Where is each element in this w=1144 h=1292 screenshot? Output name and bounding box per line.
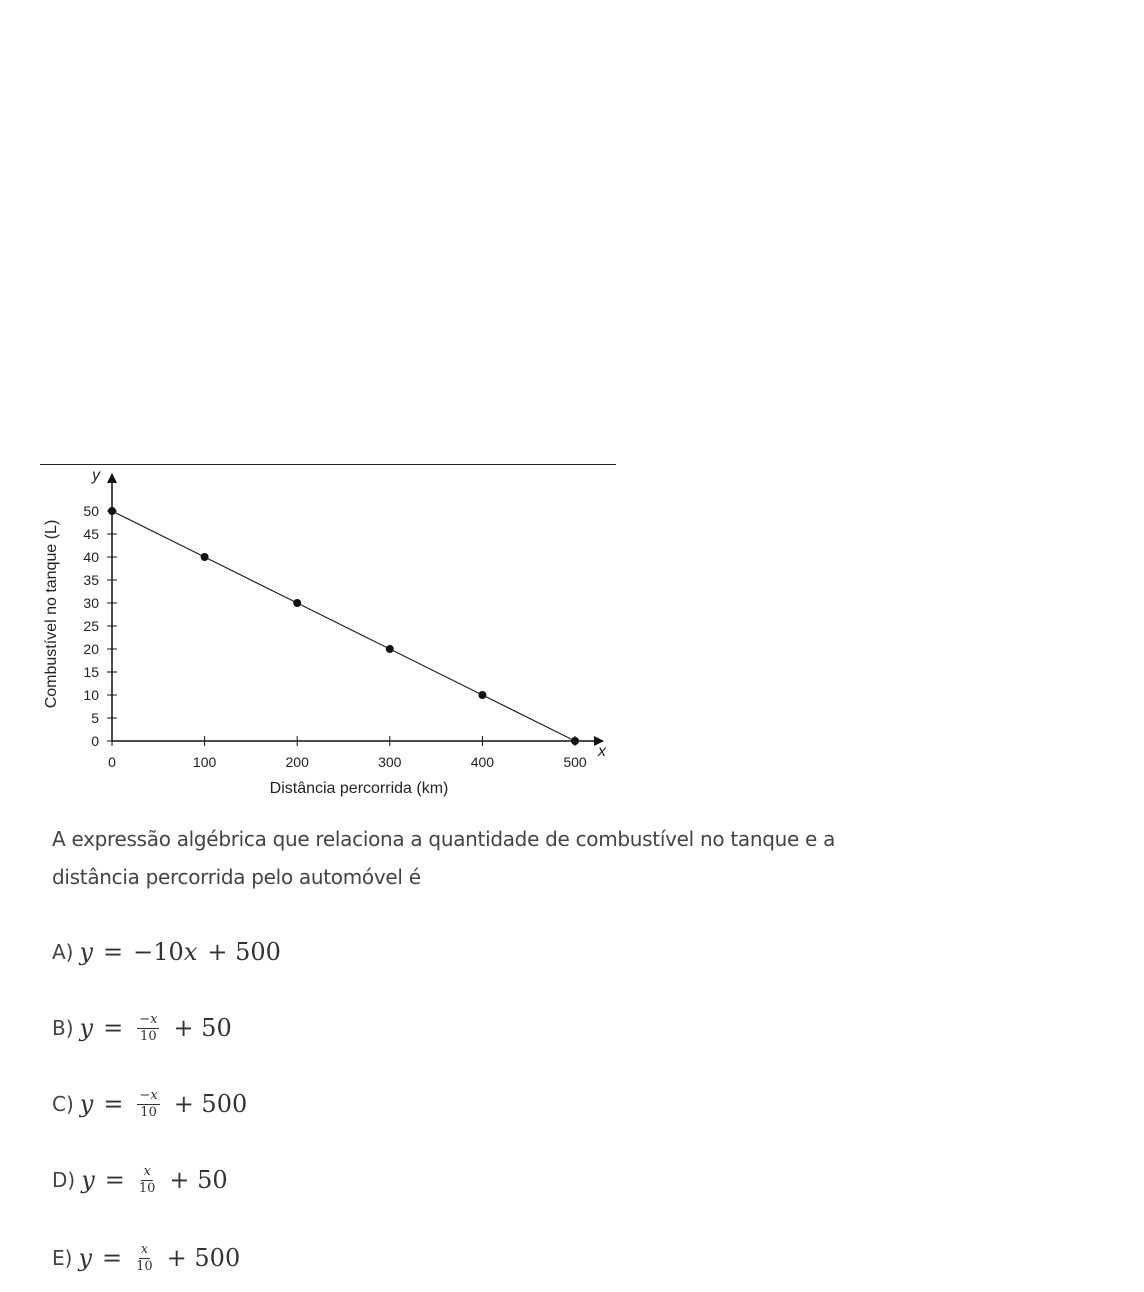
fuel-line (112, 511, 575, 741)
question-text: A expressão algébrica que relaciona a quantidade de combustível no tanque e a distância percorrida pelo automóvel é (52, 827, 836, 889)
y-tick-label: 10 (83, 687, 99, 703)
option-formula: y = $\frac{x}{10}$ + 500 (78, 1241, 241, 1274)
y-tick-label: 35 (83, 572, 99, 588)
x-axis-name: x (598, 743, 606, 760)
x-tick-label: 200 (285, 754, 309, 770)
answer-option[interactable] (52, 1160, 228, 1200)
data-point (386, 645, 394, 653)
option-letter: A) (52, 940, 74, 964)
y-tick-label: 5 (91, 710, 99, 726)
y-tick-label: 40 (83, 549, 99, 565)
option-letter: D) (52, 1168, 76, 1192)
fuel-distance-chart (30, 462, 630, 807)
answer-option[interactable] (52, 932, 281, 972)
y-tick-label: 30 (83, 595, 99, 611)
data-point (293, 599, 301, 607)
option-formula: y = $\frac{-x}{10}$ + 500 (79, 1087, 248, 1120)
x-tick-label: 0 (108, 754, 116, 770)
fraction: $\frac{-x}{10}$ (139, 1087, 158, 1120)
answer-option[interactable] (52, 1008, 232, 1048)
option-formula: y = $\frac{-x}{10}$ + 50 (79, 1011, 232, 1044)
option-letter: B) (52, 1016, 74, 1040)
y-axis-label: Combustível no tanque (L) (43, 519, 60, 709)
option-letter: C) (52, 1092, 74, 1116)
y-tick-label: 15 (83, 664, 99, 680)
y-tick-label: 50 (83, 503, 99, 519)
data-point (108, 507, 116, 515)
fraction: $\frac{x}{10}$ (138, 1163, 156, 1196)
answer-option[interactable] (52, 1084, 247, 1124)
y-tick-label: 45 (83, 526, 99, 542)
y-tick-label: 20 (83, 641, 99, 657)
answer-option[interactable] (52, 1238, 240, 1278)
fraction: $\frac{-x}{10}$ (139, 1011, 158, 1044)
option-formula: y = $\frac{x}{10}$ + 50 (81, 1163, 228, 1196)
y-axis-name: y (92, 467, 100, 484)
data-point (571, 737, 579, 745)
x-tick-label: 300 (378, 754, 402, 770)
data-point (201, 553, 209, 561)
y-tick-label: 0 (91, 733, 99, 749)
x-tick-label: 500 (563, 754, 587, 770)
fraction: $\frac{x}{10}$ (136, 1241, 153, 1274)
data-point (478, 691, 486, 699)
option-formula: y = −10 x + 500 (79, 938, 281, 966)
x-tick-label: 100 (192, 754, 217, 770)
y-tick-label: 25 (83, 618, 99, 634)
x-axis-label: Distância percorrida (km) (269, 780, 449, 797)
option-letter: E) (52, 1246, 73, 1270)
x-tick-label: 400 (470, 754, 495, 770)
